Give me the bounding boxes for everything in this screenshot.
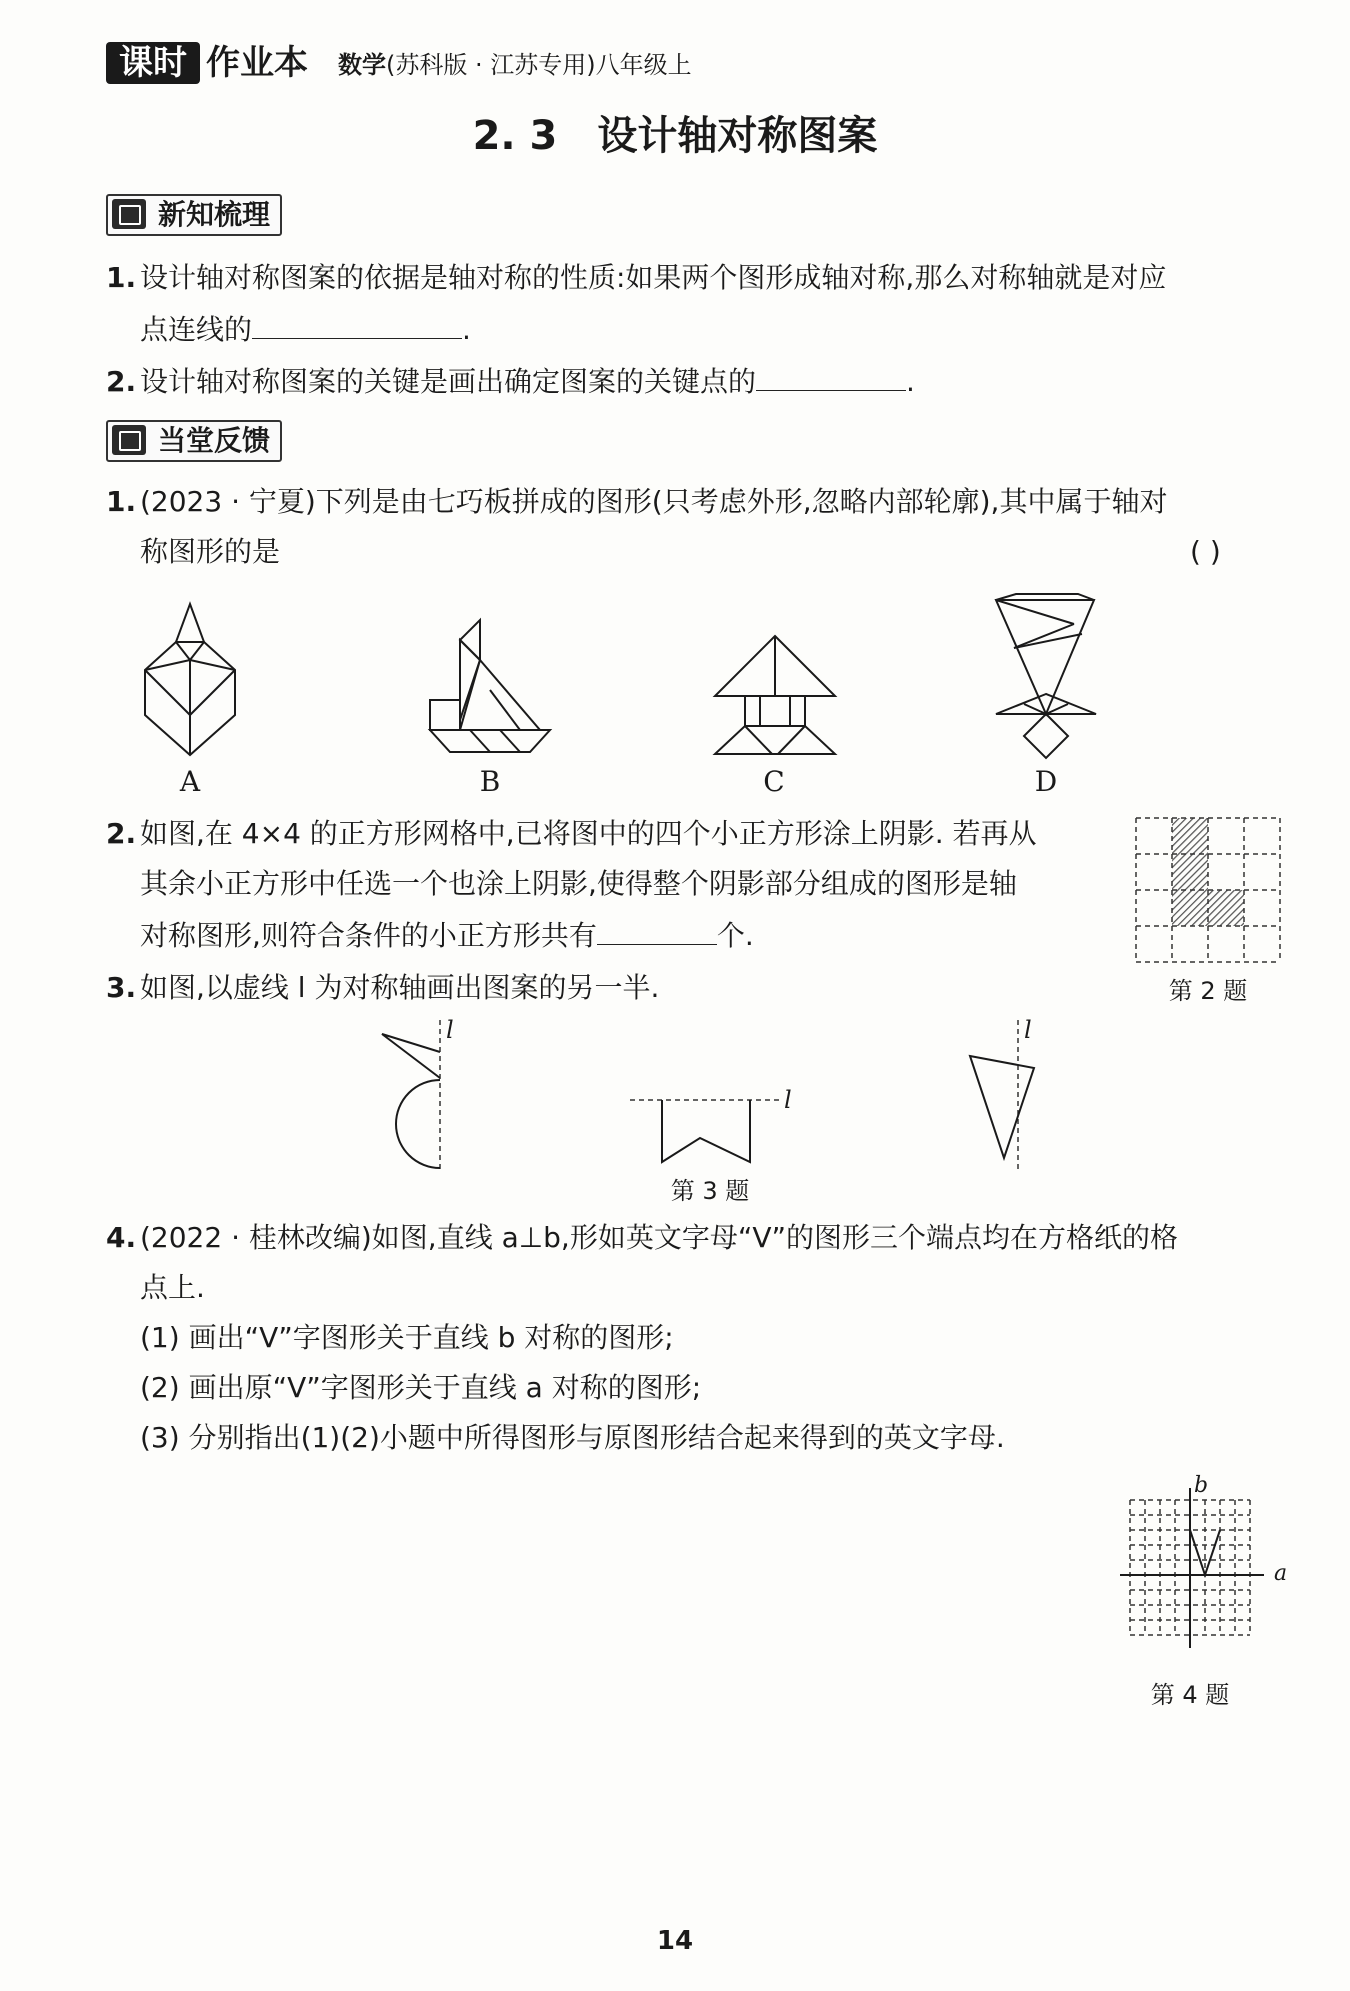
pencil-icon: [112, 425, 146, 455]
answer-blank[interactable]: [597, 914, 717, 945]
section-number: 2. 3: [472, 113, 558, 159]
logo-boxed-text: 课时: [106, 42, 200, 84]
question-text: 其余小正方形中任选一个也涂上阴影,使得整个阴影部分组成的图形是轴: [140, 867, 1017, 900]
figure-caption-q2: 第 2 题: [1168, 977, 1248, 1005]
s2-q1-line1: [106, 482, 1167, 522]
question-text: 对称图形,则符合条件的小正方形共有: [140, 919, 597, 952]
question-number: 3.: [106, 971, 137, 1004]
axis-label-l: l: [784, 1086, 792, 1114]
s2-q4-line2: [140, 1268, 205, 1308]
logo-text: 作业本: [206, 43, 308, 83]
question-number: 2.: [106, 817, 137, 850]
s2-q4-sub1: (1) 画出“V”字图形关于直线 b 对称的图形;: [140, 1321, 674, 1354]
axis-label-l: l: [446, 1016, 454, 1044]
q3-figure-right: [960, 1016, 1050, 1170]
question-number: 4.: [106, 1221, 137, 1254]
shaded-cell: [1208, 890, 1244, 926]
question-text: 点连线的: [140, 313, 253, 346]
question-number: 2.: [106, 365, 137, 398]
q3-figure-left: [380, 1016, 460, 1170]
tangram-figure-d: [994, 594, 1098, 760]
tangram-figure-c: [712, 636, 838, 760]
grid-4x4-figure: [1136, 818, 1280, 962]
tangram-figure-b: [430, 620, 550, 760]
shaded-cell: [1172, 818, 1208, 854]
book-icon: [112, 199, 146, 229]
option-label-c: C: [763, 765, 785, 798]
question-text: (2023 · 宁夏)下列是由七巧板拼成的图形(只考虑外形,忽略内部轮廓),其中属于轴对: [140, 485, 1168, 518]
shaded-cell: [1172, 854, 1208, 890]
option-label-d: D: [1034, 765, 1058, 798]
question-text: 点上.: [140, 1271, 205, 1304]
question-text: 设计轴对称图案的关键是画出确定图案的关键点的: [140, 365, 757, 398]
option-label-a: A: [179, 765, 201, 798]
s1-q2: 2. 设计轴对称图案的关键是画出确定图案的关键点的 .: [106, 360, 915, 402]
s2-q4-sub3: (3) 分别指出(1)(2)小题中所得图形与原图形结合起来得到的英文字母.: [140, 1421, 1005, 1454]
s2-q2-line3: [140, 914, 754, 956]
question-text: 如图,在 4×4 的正方形网格中,已将图中的四个小正方形涂上阴影. 若再从: [140, 817, 1037, 850]
question-text: 称图形的是: [140, 535, 281, 568]
section-label: 新知梳理: [158, 198, 271, 231]
axis-label-l: l: [1024, 1016, 1032, 1044]
question-text: 如图,以虚线 l 为对称轴画出图案的另一半.: [140, 971, 660, 1004]
section-label: 当堂反馈: [158, 424, 271, 457]
subject-label: [338, 48, 692, 82]
s2-q2-line2: [140, 864, 1017, 904]
section-title: 设计轴对称图案: [597, 113, 878, 159]
option-label-b: B: [479, 765, 501, 798]
question-number: 1.: [106, 261, 137, 294]
section-header-new-knowledge: [106, 194, 282, 236]
answer-blank[interactable]: [252, 308, 462, 339]
shaded-cell: [1172, 890, 1208, 926]
s2-q2-line1: [106, 814, 1037, 854]
q3-figure-middle: [630, 1086, 800, 1170]
subject-rest: (苏科版 · 江苏专用)八年级上: [386, 51, 692, 79]
answer-blank[interactable]: [756, 360, 906, 391]
s2-q1-line2: [140, 532, 280, 572]
page-title: [0, 108, 1350, 164]
figure-caption-q4: 第 4 题: [1150, 1681, 1230, 1709]
section-header-feedback: [106, 420, 282, 462]
question-number: 1.: [106, 485, 137, 518]
subject-bold: 数学: [338, 51, 386, 79]
q4-grid-figure: [1110, 1473, 1290, 1670]
figure-caption-q3: 第 3 题: [670, 1177, 750, 1205]
page-number: 14: [656, 1926, 694, 1956]
s1-q1-line2: 点连线的 .: [140, 308, 471, 350]
s2-q4-sub2: (2) 画出原“V”字图形关于直线 a 对称的图形;: [140, 1371, 702, 1404]
s1-q1-line1: [106, 258, 1166, 298]
question-text: 个.: [716, 919, 754, 952]
tangram-figure-a: [140, 600, 240, 760]
question-text: (2022 · 桂林改编)如图,直线 a⊥b,形如英文字母“V”的图形三个端点均在方格纸的格: [140, 1221, 1178, 1254]
label-b: b: [1194, 1473, 1209, 1498]
s2-q3: [106, 968, 659, 1008]
s2-q4-line1: [106, 1218, 1178, 1258]
answer-paren[interactable]: ( ): [1190, 535, 1221, 568]
label-a: a: [1274, 1561, 1288, 1586]
question-text: 设计轴对称图案的依据是轴对称的性质:如果两个图形成轴对称,那么对称轴就是对应: [140, 261, 1167, 294]
